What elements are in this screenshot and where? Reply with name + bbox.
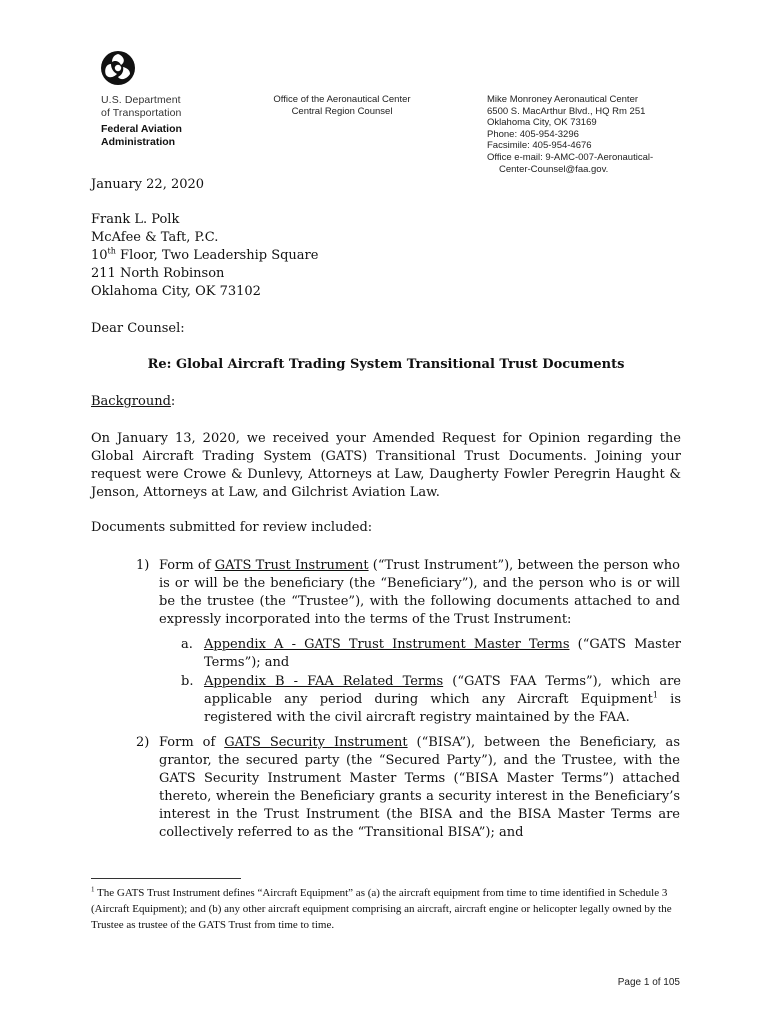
doc-title-trust-instrument: GATS Trust Instrument <box>214 558 369 573</box>
agency-dept-line1: U.S. Department <box>101 94 181 106</box>
agency-faa-line1: Federal Aviation <box>101 123 182 135</box>
recipient-address <box>91 211 681 301</box>
list-letter: b. <box>181 674 194 689</box>
recipient-firm: McAfee & Taft, P.C. <box>91 230 219 245</box>
recipient-name: Frank L. Polk <box>91 212 180 227</box>
fax-line: Facsimile: 405-954-4676 <box>487 140 592 152</box>
list-item: 2) Form of GATS Security Instrument (“BISA”), between the Beneficiary, as grantor, the secured party (the “Secured Party”), and the Trustee, with the GATS Security Instrument Master Terms (“BISA Master Terms”) attached thereto, wherein the Beneficiary grants a security interest in the Beneficiary’s interest in the Trust Instrument (the BISA and the BISA Master Terms are collectively referred to as the “Transitional BISA”); and <box>136 735 680 840</box>
doc-title-appendix-a: Appendix A - GATS Trust Instrument Master Terms <box>204 637 570 652</box>
office-address-block <box>487 94 687 175</box>
office-center-line2: Central Region Counsel <box>291 105 393 117</box>
agency-faa-line2: Administration <box>101 136 176 148</box>
email-line[interactable]: Office e-mail: 9-AMC-007-Aeronautical- <box>487 151 654 163</box>
doc-title-security-instrument: GATS Security Instrument <box>224 735 408 750</box>
list-item: 1) Form of GATS Trust Instrument (“Trust Instrument”), between the person who is or will be the beneficiary (the “Beneficiary”), and the person who is or will be the trustee (the “Trustee”), with the following documents attached to and expressly incorporated into the terms of the Trust Instrument: <box>136 558 680 627</box>
footnote: $^1$ The GATS Trust Instrument defines “Aircraft Equipment” as (a) the aircraft equipment from time to time identified in Schedule 3 (Aircraft Equipment); and (b) any other aircraft equipment comprising an aircraft, aircraft engine or helicopter legally owned by the Trustee as trustee of the GATS Trust from time to time. <box>91 885 672 931</box>
phone-line: Phone: 405-954-3296 <box>487 128 579 140</box>
letter-date: January 22, 2020 <box>91 177 205 192</box>
agency-name <box>101 94 182 149</box>
recipient-street: 211 North Robinson <box>91 266 225 281</box>
recipient-city: Oklahoma City, OK 73102 <box>91 284 261 299</box>
footnote-marker: 1 <box>91 885 95 894</box>
email-line-cont[interactable]: Center-Counsel@faa.gov. <box>499 163 609 175</box>
background-heading: Background: <box>91 394 176 409</box>
office-heading <box>262 94 422 117</box>
recipient-floor: 10th Floor, Two Leadership Square <box>91 246 319 263</box>
doc-title-appendix-b: Appendix B - FAA Related Terms <box>204 674 444 689</box>
sub-list-item: a. Appendix A - GATS Trust Instrument Master Terms (“GATS Master Terms”); and <box>181 637 681 670</box>
list-number: 2) <box>136 735 150 750</box>
page-number: Page 1 of 105 <box>617 977 680 988</box>
address-line: 6500 S. MacArthur Blvd., HQ Rm 251 <box>487 105 646 117</box>
agency-dept-line2: of Transportation <box>101 107 182 119</box>
subject-line: Re: Global Aircraft Trading System Transitional Trust Documents <box>147 357 625 372</box>
documents-intro: Documents submitted for review included: <box>91 520 373 535</box>
office-center-line1: Office of the Aeronautical Center <box>273 94 411 105</box>
address-line: Oklahoma City, OK 73169 <box>487 117 597 129</box>
sub-list-item: b. Appendix B - FAA Related Terms (“GATS FAA Terms”), which are applicable any period during which any Aircraft Equipment$^1$ is registered with the civil aircraft registry maintained by the FAA. <box>181 674 681 725</box>
salutation: Dear Counsel: <box>91 321 185 336</box>
list-letter: a. <box>181 637 193 652</box>
address-line: Mike Monroney Aeronautical Center <box>487 94 639 105</box>
background-paragraph: On January 13, 2020, we received your Amended Request for Opinion regarding the Global Aircraft Trading System (GATS) Transitional Trust Documents. Joining your request were Crowe & Dunlevy, Attorneys at Law, Daugherty Fowler Peregrin Haught & Jenson, Attorneys at Law, and Gilchrist Aviation Law. <box>91 431 681 500</box>
list-number: 1) <box>136 558 150 573</box>
dot-triskelion-logo-icon <box>100 50 136 86</box>
footnote-ref: 1 <box>652 690 658 700</box>
footnote-divider <box>91 878 241 879</box>
